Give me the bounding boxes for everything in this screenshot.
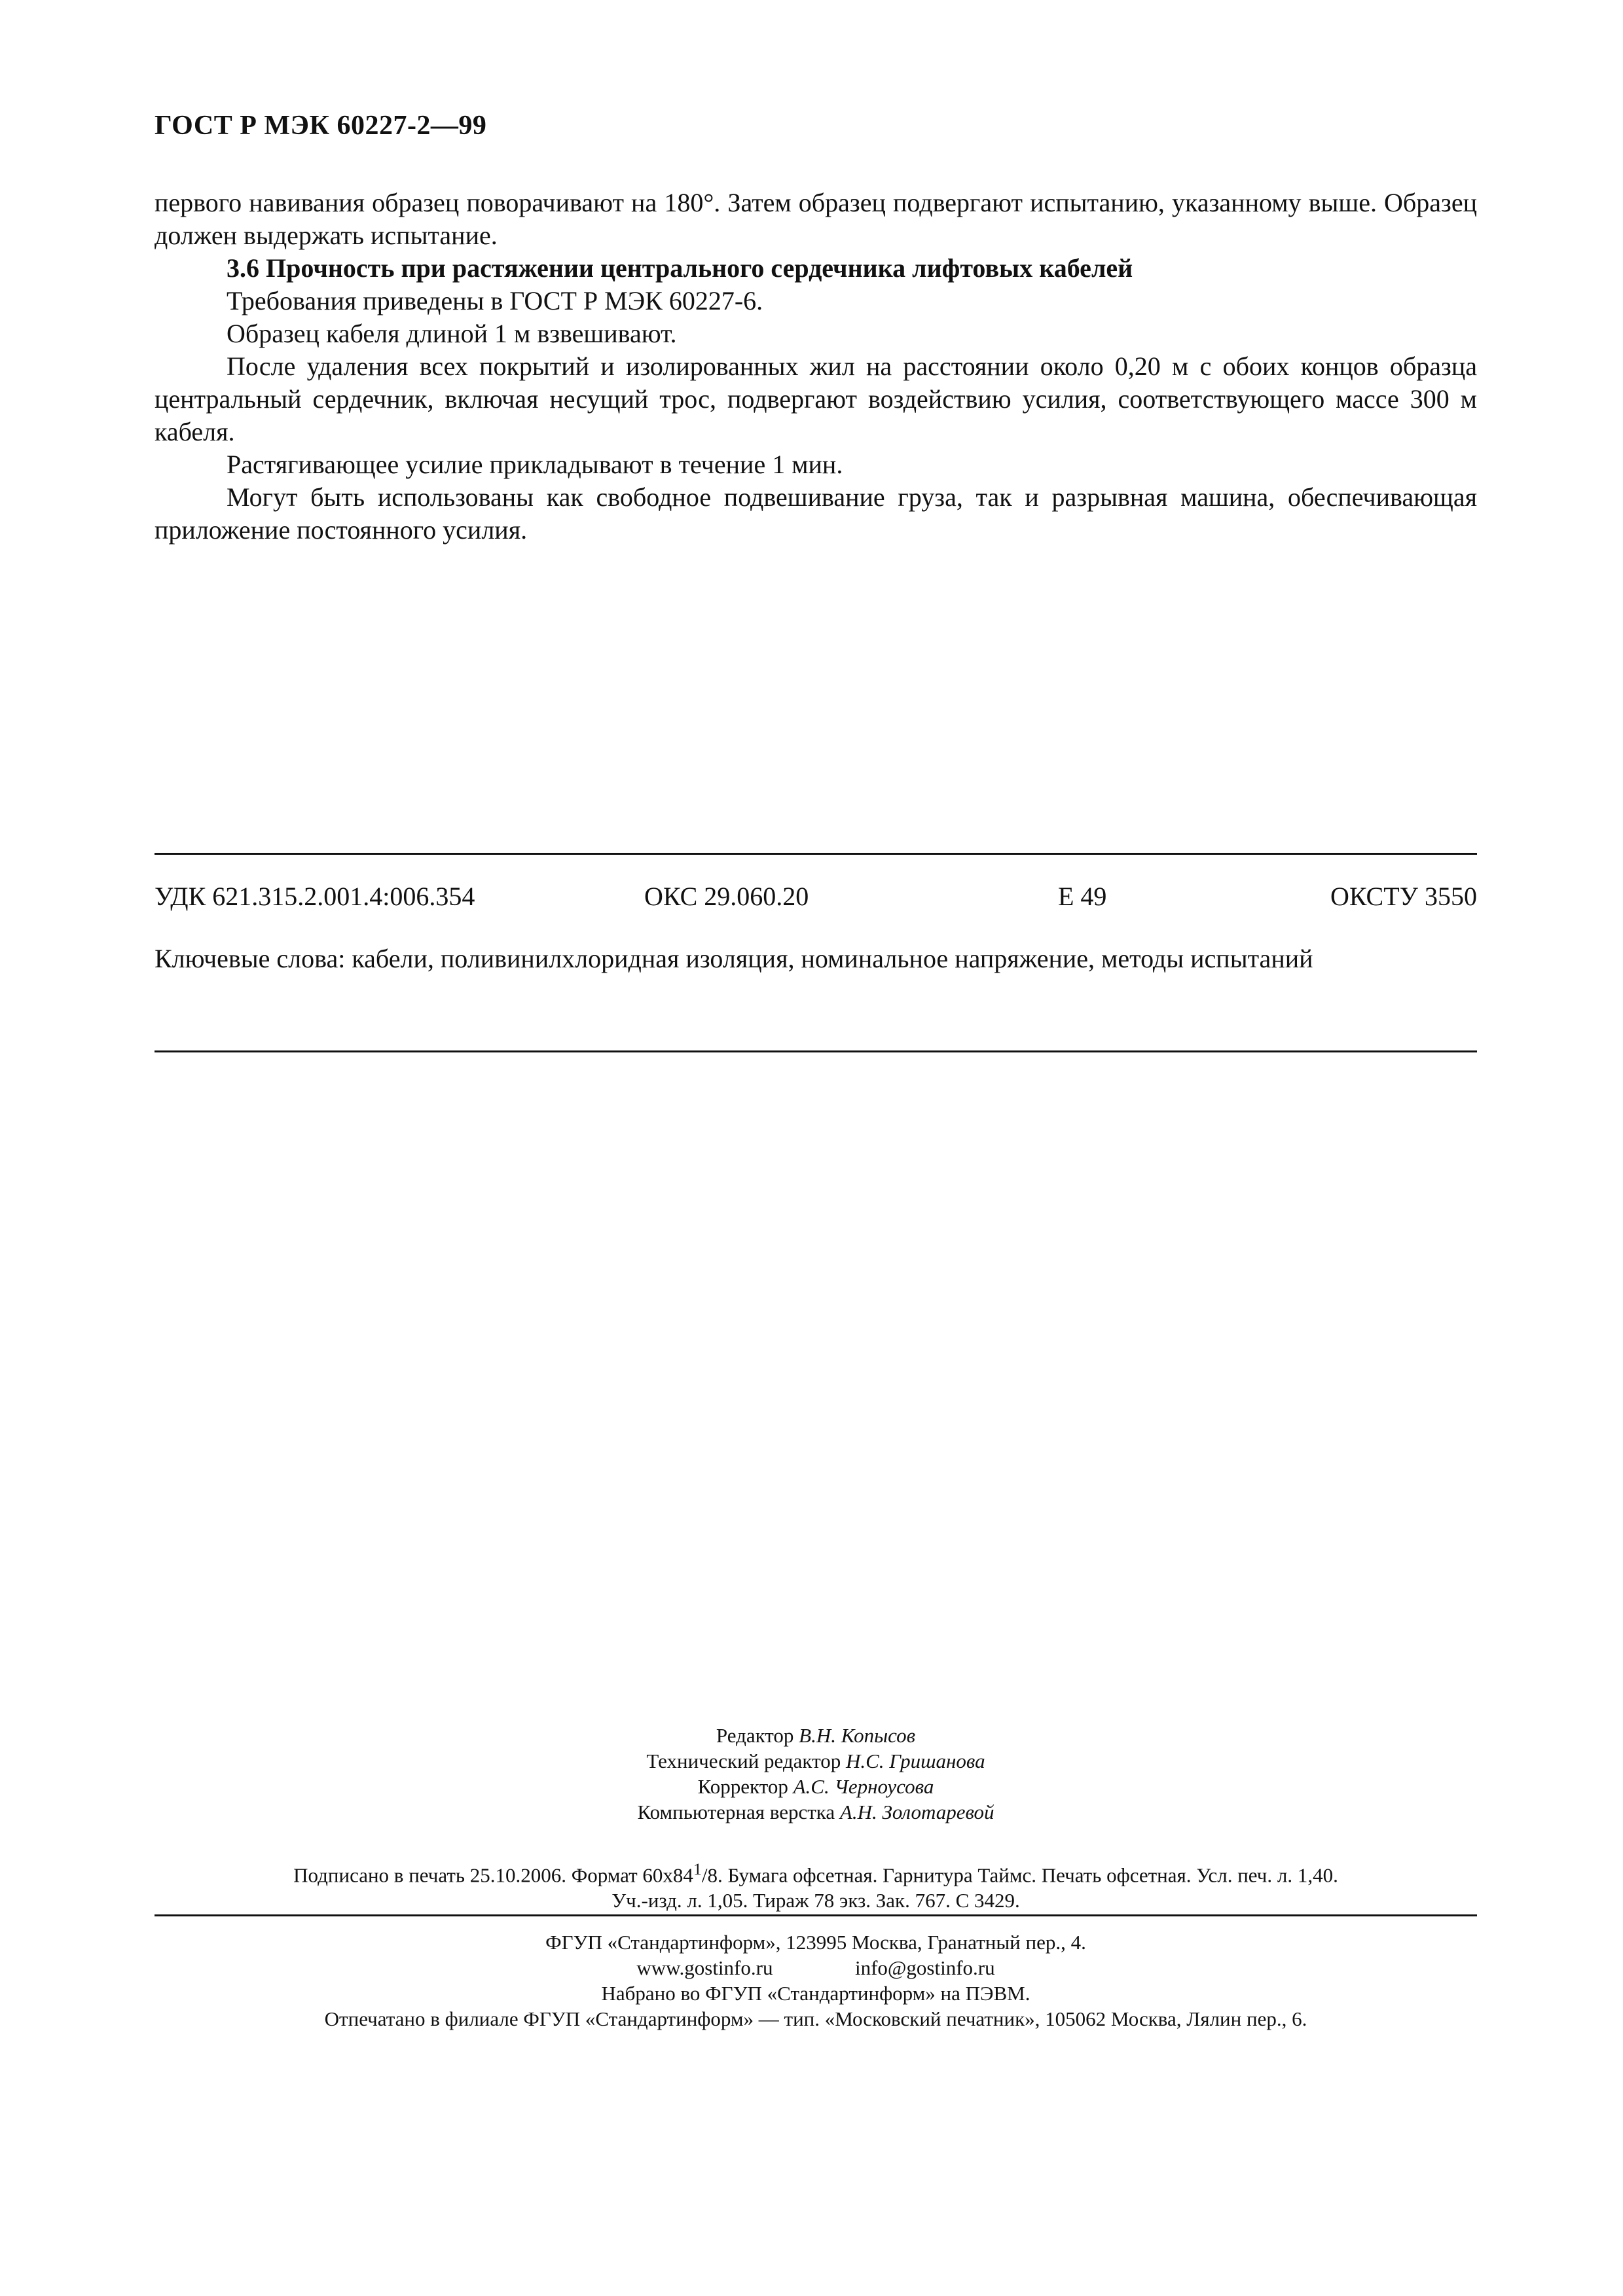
body-text bbox=[155, 187, 1477, 547]
print-data-block bbox=[155, 1856, 1477, 1913]
udk-code: УДК 621.315.2.001.4:006.354 bbox=[155, 882, 475, 911]
website-link[interactable]: www.gostinfo.ru bbox=[636, 1956, 773, 1979]
keywords: Ключевые слова: кабели, поливинилхлоридная изоляция, номинальное напряжение, методы испытаний bbox=[155, 944, 1313, 973]
paragraph-procedure: После удаления всех покрытий и изолированных жил на расстоянии около 0,20 м с обоих концов образца центральный сердечник, включая несущий трос, подвергают воздействию усилия, соответствующего массе 300 м кабеля. bbox=[155, 351, 1477, 446]
tech-editor-name: Н.С. Гришанова bbox=[845, 1749, 985, 1772]
contact-links bbox=[155, 1955, 1477, 1981]
rule-middle bbox=[155, 1050, 1477, 1052]
signed-line-a: Подписано в печать 25.10.2006. Формат 60х84 bbox=[293, 1863, 693, 1887]
corrector-line bbox=[155, 1774, 1477, 1799]
typeset-line: Набрано во ФГУП «Стандартинформ» на ПЭВМ. bbox=[601, 1982, 1030, 2005]
paragraph-duration: Растягивающее усилие прикладывают в течение 1 мин. bbox=[227, 450, 843, 479]
format-denominator: /8 bbox=[701, 1863, 718, 1887]
editor-name: В.Н. Копысов bbox=[799, 1724, 916, 1747]
tech-editor-role: Технический редактор bbox=[646, 1749, 841, 1772]
credits-block bbox=[155, 1723, 1477, 1825]
editor-line bbox=[155, 1723, 1477, 1748]
corrector-role: Корректор bbox=[697, 1775, 788, 1798]
paragraph-requirements: Требования приведены в ГОСТ Р МЭК 60227-6. bbox=[227, 286, 763, 315]
tech-editor-line bbox=[155, 1748, 1477, 1774]
document-number: ГОСТ Р МЭК 60227-2—99 bbox=[155, 111, 487, 141]
section-heading: 3.6 Прочность при растяжении центрального сердечника лифтовых кабелей bbox=[227, 253, 1133, 283]
paragraph-continuation: первого навивания образец поворачивают на 180°. Затем образец подвергают испытанию, указанному выше. Образец должен выдержать испытание. bbox=[155, 188, 1477, 250]
rule-bottom bbox=[155, 1914, 1477, 1916]
format-superscript: 1 bbox=[693, 1859, 702, 1878]
rule-top bbox=[155, 853, 1477, 855]
oks-code: ОКС 29.060.20 bbox=[644, 882, 809, 911]
paragraph-sample: Образец кабеля длиной 1 м взвешивают. bbox=[227, 319, 677, 348]
layout-line bbox=[155, 1799, 1477, 1825]
layout-role: Компьютерная верстка bbox=[637, 1801, 835, 1823]
layout-name: А.Н. Золотаревой bbox=[839, 1801, 994, 1823]
printed-line: Отпечатано в филиале ФГУП «Стандартинформ» — тип. «Московский печатник», 105062 Москва, Лялин пер., 6. bbox=[324, 2007, 1307, 2030]
editor-role: Редактор bbox=[716, 1724, 794, 1747]
corrector-name: А.С. Черноусова bbox=[793, 1775, 934, 1798]
signed-line-b: . Бумага офсетная. Гарнитура Таймс. Печать офсетная. Усл. печ. л. 1,40. bbox=[717, 1863, 1338, 1887]
okstu-code: ОКСТУ 3550 bbox=[1330, 882, 1477, 911]
paragraph-equipment: Могут быть использованы как свободное подвешивание груза, так и разрывная машина, обеспечивающая приложение постоянного усилия. bbox=[155, 482, 1477, 545]
signed-line bbox=[155, 1856, 1477, 1888]
publisher-block bbox=[155, 1929, 1477, 2032]
publisher-address: ФГУП «Стандартинформ», 123995 Москва, Гранатный пер., 4. bbox=[545, 1931, 1086, 1954]
e-code: Е 49 bbox=[1058, 882, 1107, 911]
email-link[interactable]: info@gostinfo.ru bbox=[854, 1956, 995, 1979]
print-run-line: Уч.-изд. л. 1,05. Тираж 78 экз. Зак. 767. С 3429. bbox=[611, 1889, 1020, 1912]
